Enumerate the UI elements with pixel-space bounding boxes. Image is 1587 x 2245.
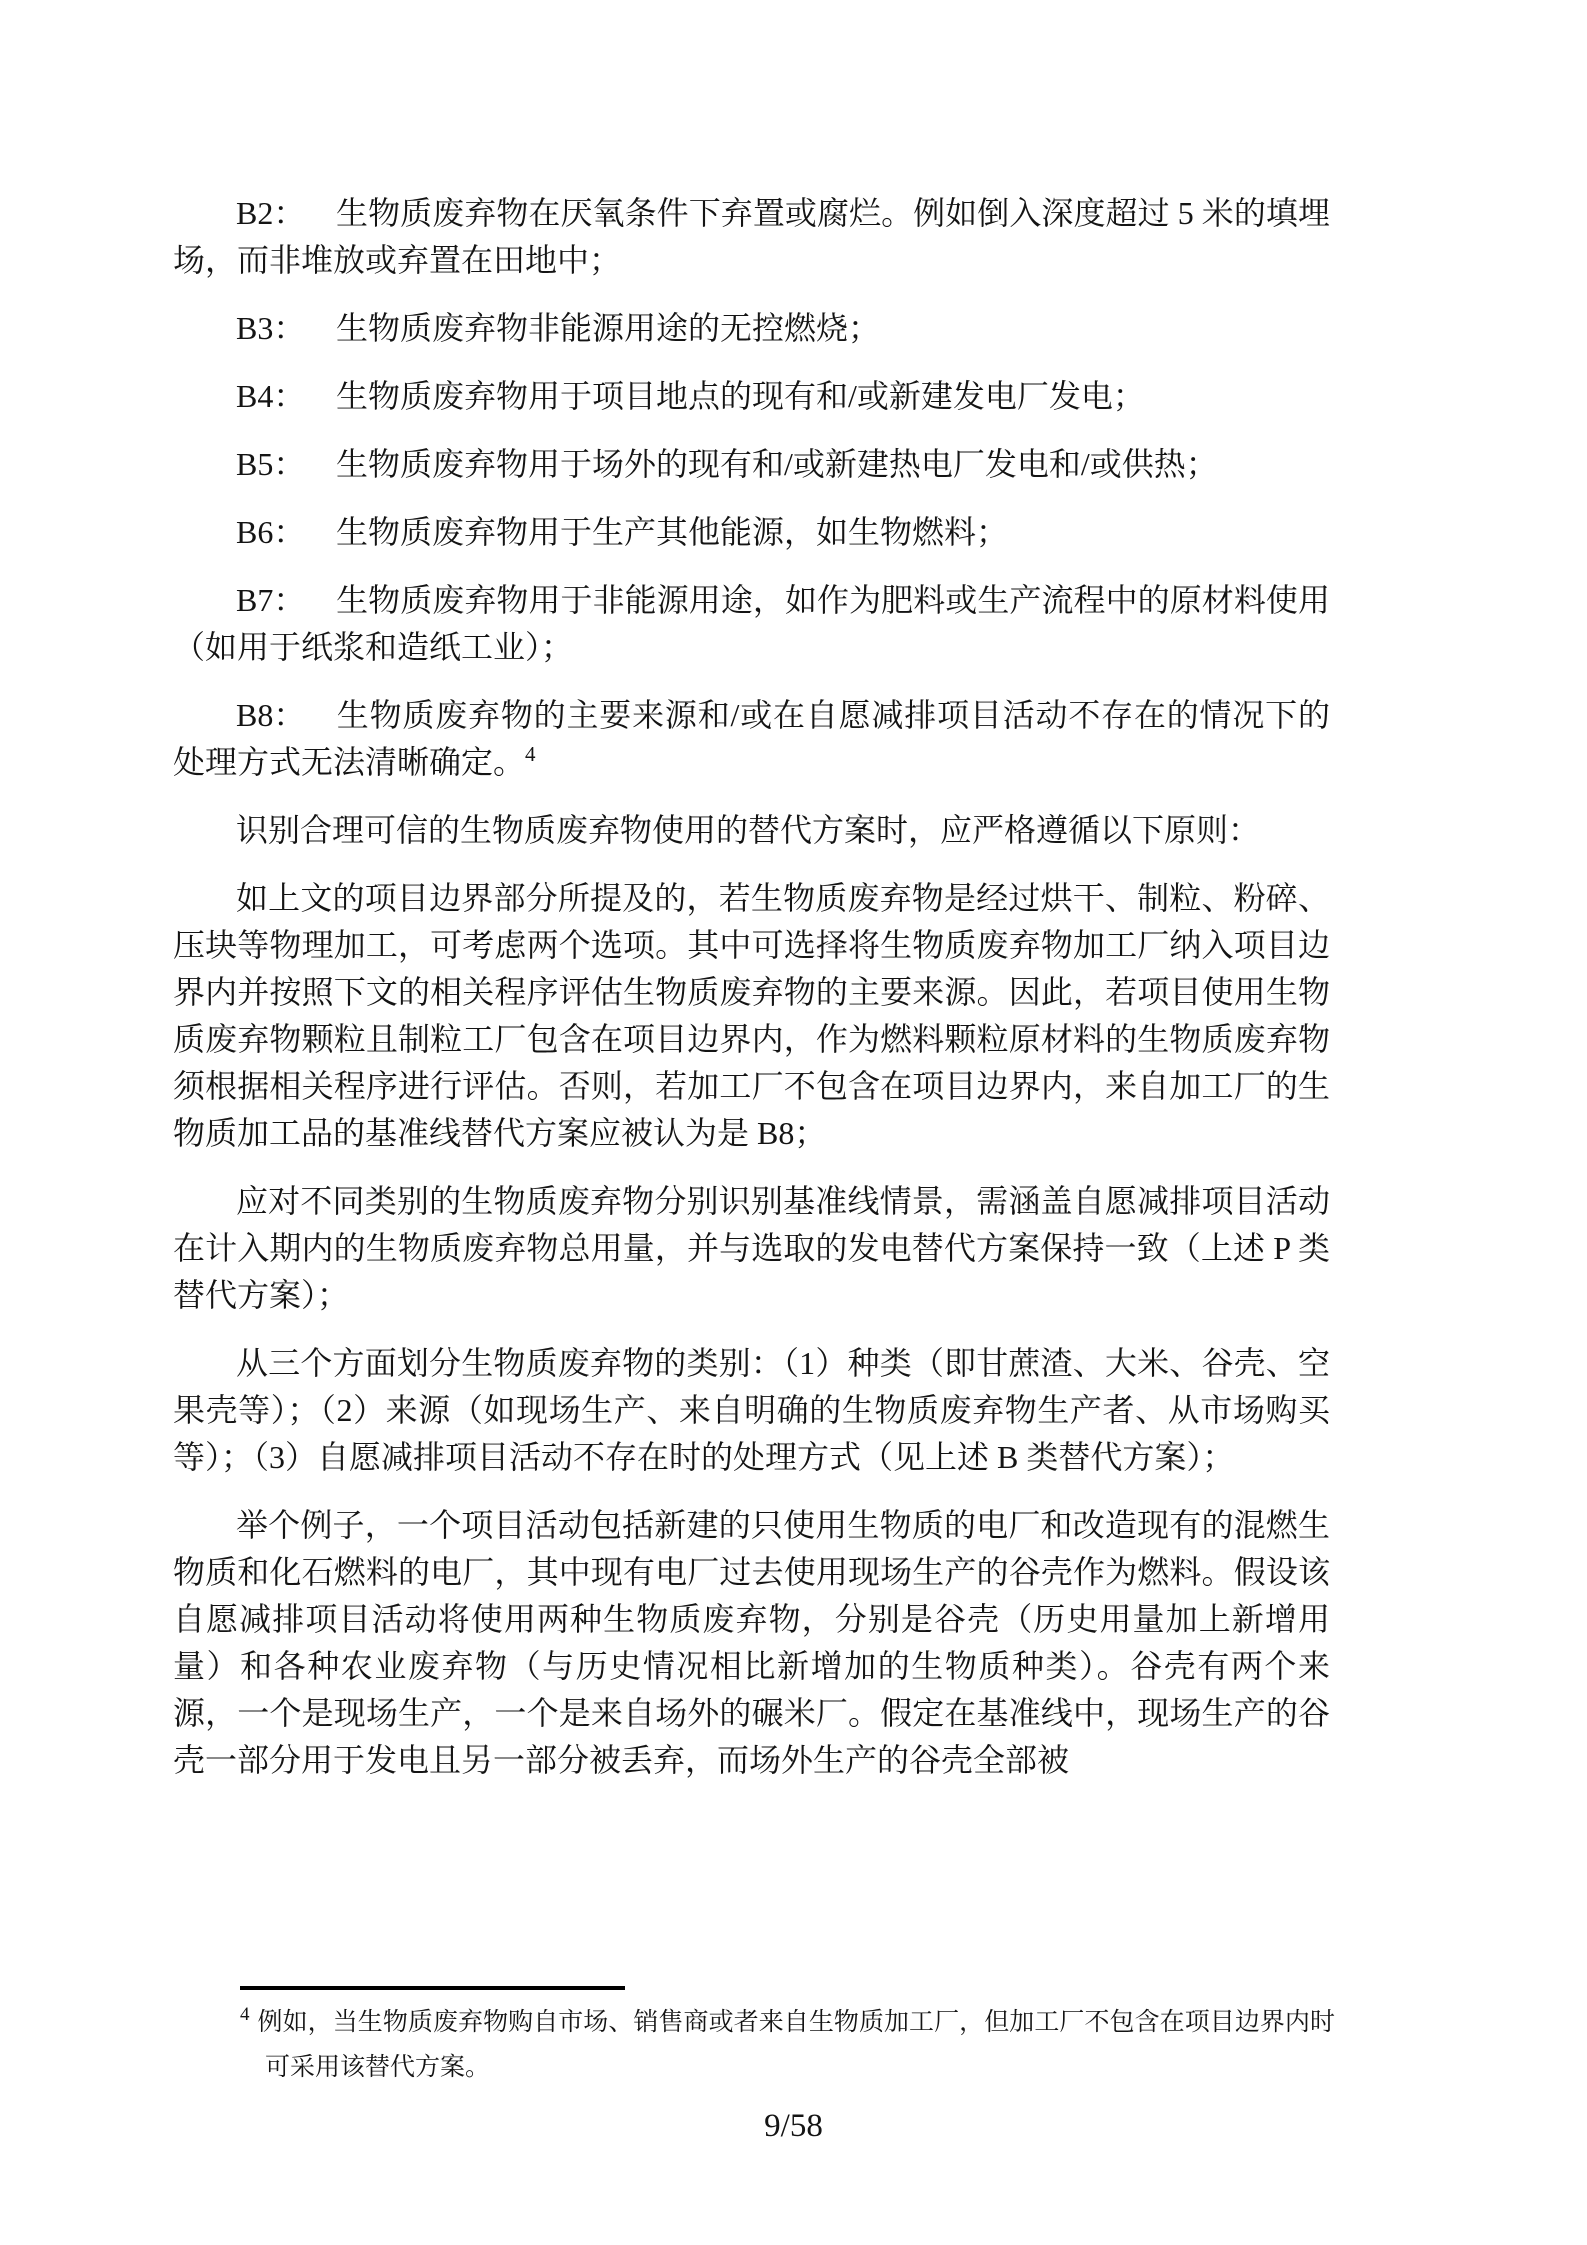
footnote-area — [240, 1986, 1335, 2090]
item-b3-text: 生物质废弃物非能源用途的无控燃烧； — [336, 310, 881, 346]
item-b2-label: B2： — [236, 195, 306, 231]
item-b4 — [173, 373, 1330, 420]
footnote-ref-4: 4 — [525, 742, 536, 766]
item-b6-text: 生物质废弃物用于生产其他能源，如生物燃料； — [336, 514, 1009, 550]
item-b8-text: 生物质废弃物的主要来源和/或在自愿减排项目活动不存在的情况下的处理方式无法清晰确定。 — [173, 697, 1330, 780]
item-b4-label: B4： — [236, 378, 306, 414]
footnote — [240, 2000, 1335, 2090]
page-number: 9/58 — [764, 2108, 823, 2144]
paragraph-project-boundary: 如上文的项目边界部分所提及的，若生物质废弃物是经过烘干、制粒、粉碎、压块等物理加工，可考虑两个选项。其中可选择将生物质废弃物加工厂纳入项目边界内并按照下文的相关程序评估生物质废弃物的主要来源。因此，若项目使用生物质废弃物颗粒且制粒工厂包含在项目边界内，作为燃料颗粒原材料的生物质废弃物须根据相关程序进行评估。否则，若加工厂不包含在项目边界内，来自加工厂的生物质加工品的基准线替代方案应被认为是 B8； — [173, 880, 1330, 1151]
item-b2 — [173, 190, 1330, 284]
item-b7 — [173, 577, 1330, 671]
item-b8-label: B8： — [236, 697, 306, 733]
item-b7-label: B7： — [236, 582, 306, 618]
item-b5-label: B5： — [236, 446, 306, 482]
paragraph-baseline-scenarios: 应对不同类别的生物质废弃物分别识别基准线情景，需涵盖自愿减排项目活动在计入期内的生物质废弃物总用量，并与选取的发电替代方案保持一致（上述 P 类替代方案）； — [173, 1183, 1330, 1313]
item-b3 — [173, 305, 1330, 352]
footnote-separator-rule — [240, 1986, 625, 1990]
item-b8 — [173, 692, 1330, 786]
item-b6-label: B6： — [236, 514, 306, 550]
footnote-marker: 4 — [240, 2004, 250, 2025]
item-b2-text: 生物质废弃物在厌氧条件下弃置或腐烂。例如倒入深度超过 5 米的填埋场，而非堆放或弃置在田地中； — [173, 195, 1330, 278]
document-body — [173, 190, 1330, 1805]
footnote-text: 例如，当生物质废弃物购自市场、销售商或者来自生物质加工厂，但加工厂不包含在项目边界内时可采用该替代方案。 — [257, 2009, 1335, 2081]
item-b4-text: 生物质废弃物用于项目地点的现有和/或新建发电厂发电； — [336, 378, 1145, 414]
item-b5-text: 生物质废弃物用于场外的现有和/或新建热电厂发电和/或供热； — [336, 446, 1218, 482]
item-b5 — [173, 441, 1330, 488]
item-b6 — [173, 509, 1330, 556]
paragraph-three-aspects: 从三个方面划分生物质废弃物的类别：（1）种类（即甘蔗渣、大米、谷壳、空果壳等）；（2）来源（如现场生产、来自明确的生物质废弃物生产者、从市场购买等）；（3）自愿减排项目活动不存在时的处理方式（见上述 B 类替代方案）； — [173, 1345, 1330, 1475]
paragraph-example: 举个例子，一个项目活动包括新建的只使用生物质的电厂和改造现有的混燃生物质和化石燃料的电厂，其中现有电厂过去使用现场生产的谷壳作为燃料。假设该自愿减排项目活动将使用两种生物质废弃物，分别是谷壳（历史用量加上新增用量）和各种农业废弃物（与历史情况相比新增加的生物质种类）。谷壳有两个来源，一个是现场生产，一个是来自场外的碾米厂。假定在基准线中，现场生产的谷壳一部分用于发电且另一部分被丢弃，而场外生产的谷壳全部被 — [173, 1507, 1330, 1778]
paragraph-principles-intro: 识别合理可信的生物质废弃物使用的替代方案时，应严格遵循以下原则： — [236, 812, 1261, 848]
item-b3-label: B3： — [236, 310, 306, 346]
item-b7-text: 生物质废弃物用于非能源用途，如作为肥料或生产流程中的原材料使用（如用于纸浆和造纸工业）； — [173, 582, 1330, 665]
